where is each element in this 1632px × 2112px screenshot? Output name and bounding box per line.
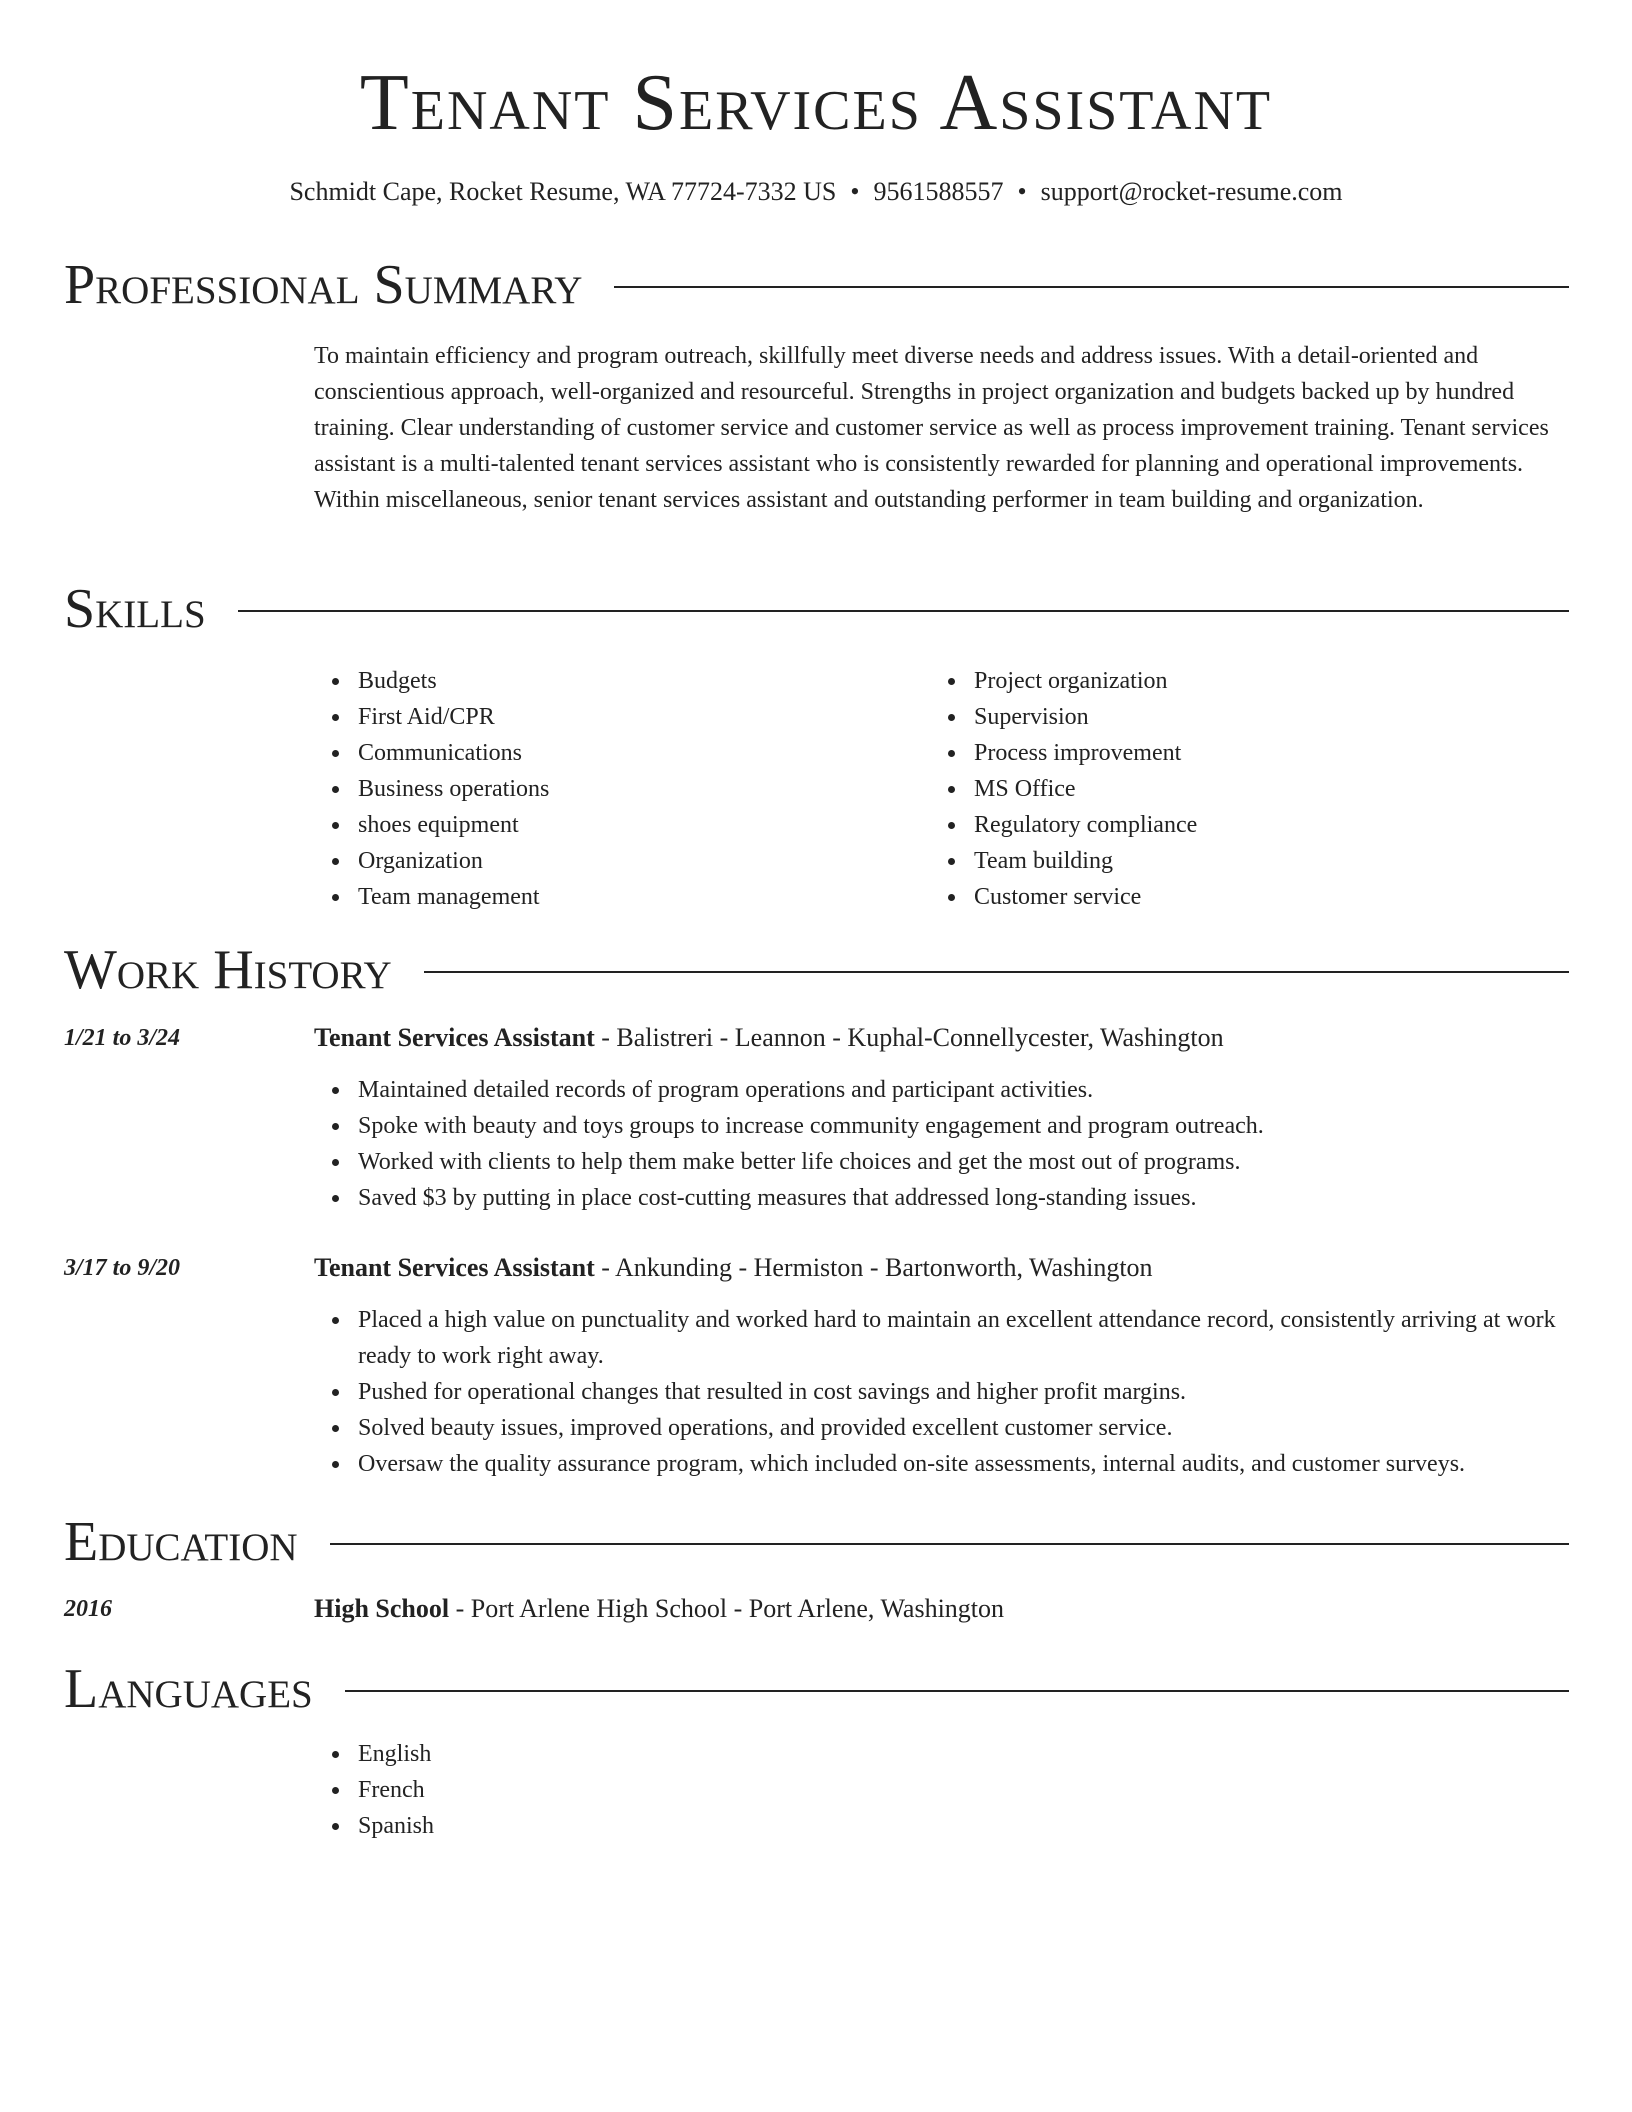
skill-item: First Aid/CPR bbox=[314, 699, 930, 735]
contact-address: Schmidt Cape, Rocket Resume, WA 77724-7332 US bbox=[289, 177, 837, 206]
contact-separator: • bbox=[850, 177, 860, 206]
skills-column-left bbox=[314, 663, 930, 915]
language-item: English bbox=[314, 1736, 1570, 1772]
skills-section-header bbox=[64, 574, 1569, 644]
job-duty: Oversaw the quality assurance program, which included on-site assessments, internal audits, and customer surveys. bbox=[314, 1446, 1570, 1482]
skill-item: Regulatory compliance bbox=[930, 807, 1546, 843]
skill-item: Process improvement bbox=[930, 735, 1546, 771]
job-title: Tenant Services Assistant bbox=[314, 1023, 595, 1052]
skill-item: shoes equipment bbox=[314, 807, 930, 843]
work-history-section-header bbox=[64, 935, 1569, 1005]
job-title: Tenant Services Assistant bbox=[314, 1253, 595, 1282]
skill-item: Budgets bbox=[314, 663, 930, 699]
job-duties bbox=[314, 1072, 1570, 1216]
section-title: Languages bbox=[64, 1658, 313, 1720]
section-divider bbox=[345, 1690, 1569, 1692]
summary-text: To maintain efficiency and program outreach, skillfully meet diverse needs and address issues. With a detail-oriented and conscientious approach, well-organized and resourceful. Strengths in project organization and budgets backed up by hundred training. Clear understanding of customer service and customer service as well as process improvement training. Tenant services assistant is a multi-talented tenant services assistant who is consistently rewarded for planning and operational improvements. Within miscellaneous, senior tenant services assistant and outstanding performer in team building and organization. bbox=[314, 343, 1549, 513]
skill-item: Project organization bbox=[930, 663, 1546, 699]
skill-item: Customer service bbox=[930, 879, 1546, 915]
job-duty: Spoke with beauty and toys groups to increase community engagement and program outreach. bbox=[314, 1108, 1570, 1144]
job-employer: - Ankunding - Hermiston - Bartonworth, Washington bbox=[594, 1253, 1153, 1282]
job-duty: Solved beauty issues, improved operations, and provided excellent customer service. bbox=[314, 1410, 1570, 1446]
skill-item: Organization bbox=[314, 843, 930, 879]
job-dates: 3/17 to 9/20 bbox=[64, 1255, 181, 1281]
skills-list bbox=[314, 663, 1570, 915]
section-title: Professional Summary bbox=[64, 254, 583, 316]
job-heading bbox=[314, 1250, 1153, 1286]
section-divider bbox=[238, 610, 1569, 612]
section-title: Education bbox=[64, 1511, 298, 1573]
languages-list bbox=[314, 1736, 1570, 1844]
language-item: Spanish bbox=[314, 1808, 1570, 1844]
section-title: Work History bbox=[64, 939, 392, 1001]
education-school: - Port Arlene High School - Port Arlene, Washington bbox=[449, 1594, 1005, 1623]
skill-item: Team management bbox=[314, 879, 930, 915]
education-degree: High School bbox=[314, 1594, 450, 1623]
education-year: 2016 bbox=[64, 1596, 112, 1622]
education-heading bbox=[314, 1591, 1004, 1627]
candidate-name: Tenant Services Assistant bbox=[359, 59, 1273, 147]
job-duties bbox=[314, 1302, 1570, 1482]
contact-email: support@rocket-resume.com bbox=[1040, 177, 1343, 206]
skill-item: Team building bbox=[930, 843, 1546, 879]
contact-line bbox=[0, 174, 1632, 210]
job-duty: Worked with clients to help them make better life choices and get the most out of programs. bbox=[314, 1144, 1570, 1180]
job-duty: Maintained detailed records of program operations and participant activities. bbox=[314, 1072, 1570, 1108]
job-heading bbox=[314, 1020, 1224, 1056]
summary-section-header bbox=[64, 250, 1569, 320]
job-duty: Pushed for operational changes that resulted in cost savings and higher profit margins. bbox=[314, 1374, 1570, 1410]
job-dates: 1/21 to 3/24 bbox=[64, 1025, 181, 1051]
education-section-header bbox=[64, 1507, 1569, 1577]
job-duty: Placed a high value on punctuality and worked hard to maintain an excellent attendance record, consistently arriving at work ready to work right away. bbox=[314, 1302, 1570, 1374]
language-item: French bbox=[314, 1772, 1570, 1808]
skill-item: Communications bbox=[314, 735, 930, 771]
section-divider bbox=[424, 971, 1569, 973]
job-employer: - Balistreri - Leannon - Kuphal-Connellycester, Washington bbox=[594, 1023, 1224, 1052]
contact-separator: • bbox=[1017, 177, 1027, 206]
skills-column-right bbox=[930, 663, 1546, 915]
job-duty: Saved $3 by putting in place cost-cutting measures that addressed long-standing issues. bbox=[314, 1180, 1570, 1216]
skill-item: Business operations bbox=[314, 771, 930, 807]
skill-item: Supervision bbox=[930, 699, 1546, 735]
section-divider bbox=[614, 286, 1569, 288]
languages-section-header bbox=[64, 1654, 1569, 1724]
contact-phone: 9561588557 bbox=[873, 177, 1004, 206]
section-title: Skills bbox=[64, 578, 206, 640]
skill-item: MS Office bbox=[930, 771, 1546, 807]
section-divider bbox=[330, 1543, 1569, 1545]
